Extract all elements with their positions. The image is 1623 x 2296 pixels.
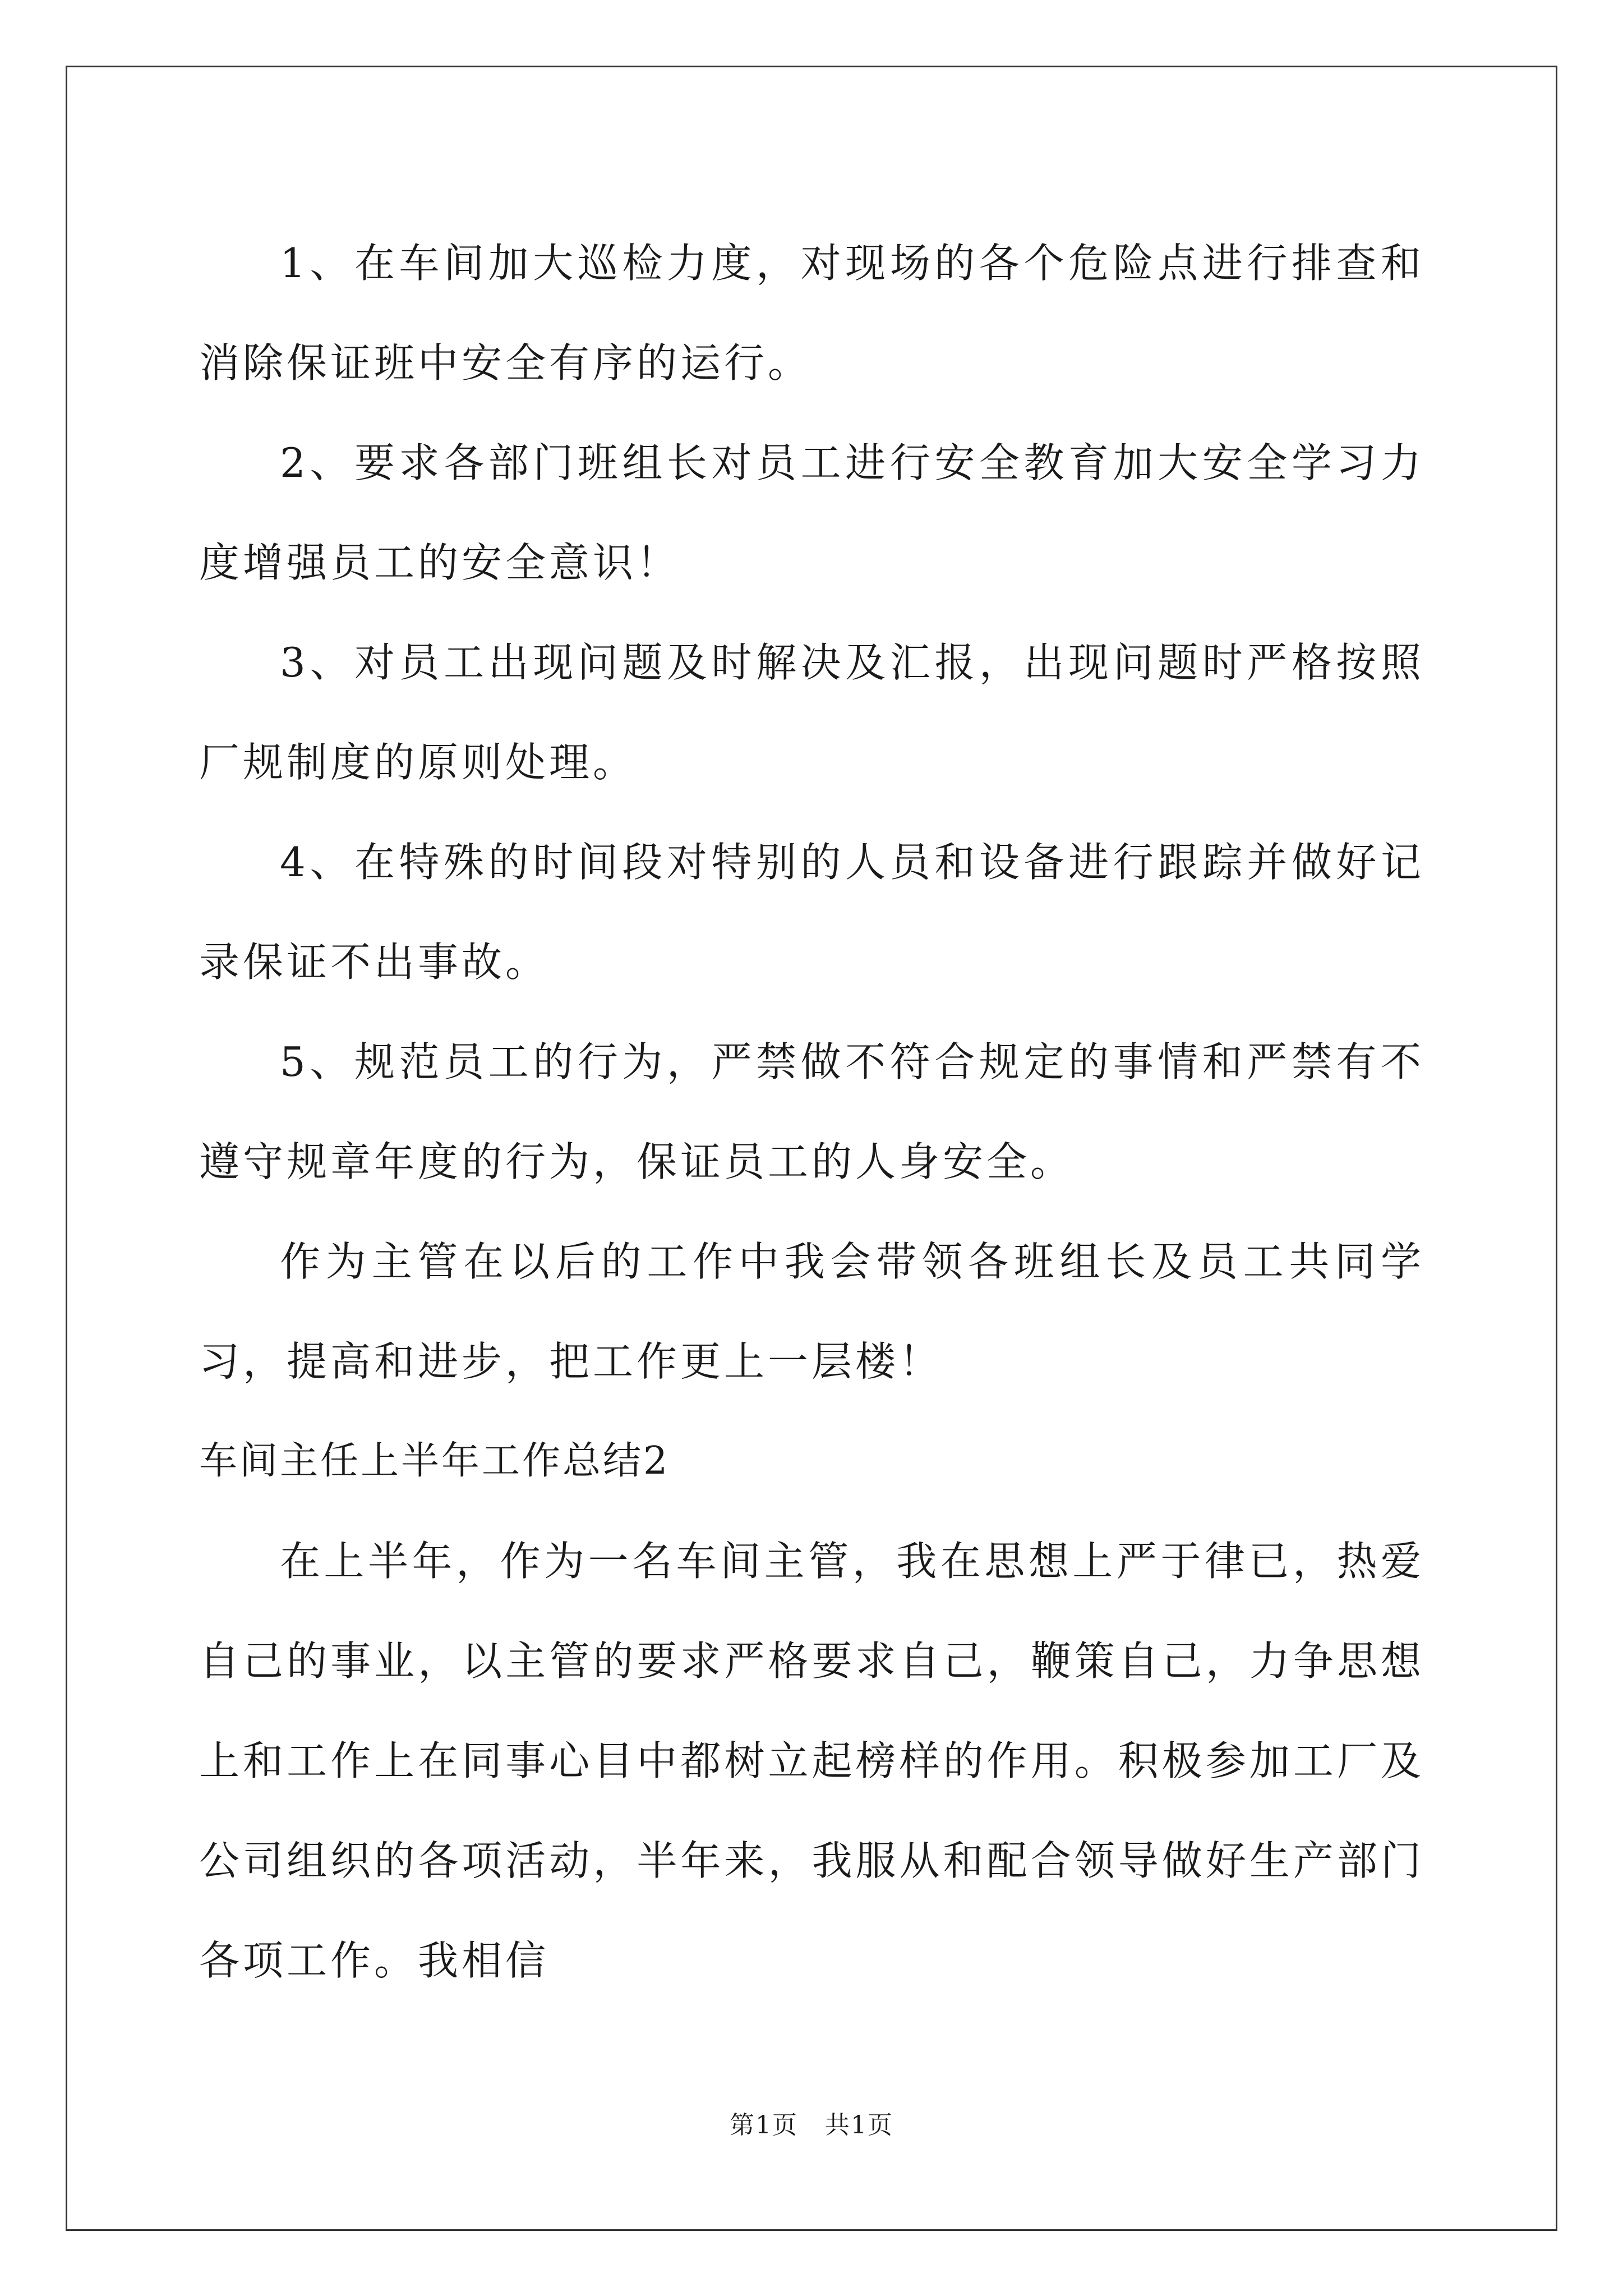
paragraph-item-3: 3、对员工出现问题及时解决及汇报，出现问题时严格按照厂规制度的原则处理。 <box>199 639 1424 786</box>
page-number-footer: 第1页 共1页 <box>730 2111 893 2139</box>
closing-paragraph: 作为主管在以后的工作中我会带领各班组长及员工共同学习，提高和进步，把工作更上一层楼！ <box>199 1238 1424 1385</box>
document-body <box>199 213 1424 2010</box>
paragraph-item-5: 5、规范员工的行为，严禁做不符合规定的事情和严禁有不遵守规章年度的行为，保证员工的人身安全。 <box>199 1038 1424 1185</box>
paragraph-item-1: 1、在车间加大巡检力度，对现场的各个危险点进行排查和消除保证班中安全有序的运行。 <box>199 240 1424 386</box>
paragraph-item-4: 4、在特殊的时间段对特别的人员和设备进行跟踪并做好记录保证不出事故。 <box>199 839 1424 986</box>
section-title: 车间主任上半年工作总结2 <box>199 1439 670 1483</box>
paragraph-item-2: 2、要求各部门班组长对员工进行安全教育加大安全学习力度增强员工的安全意识！ <box>199 439 1424 586</box>
section-paragraph: 在上半年，作为一名车间主管，我在思想上严于律已，热爱自己的事业，以主管的要求严格要求自己，鞭策自己，力争思想上和工作上在同事心目中都树立起榜样的作用。积极参加工厂及公司组织的各项活动，半年来，我服从和配合领导做好生产部门各项工作。我相信 <box>199 1538 1424 1984</box>
